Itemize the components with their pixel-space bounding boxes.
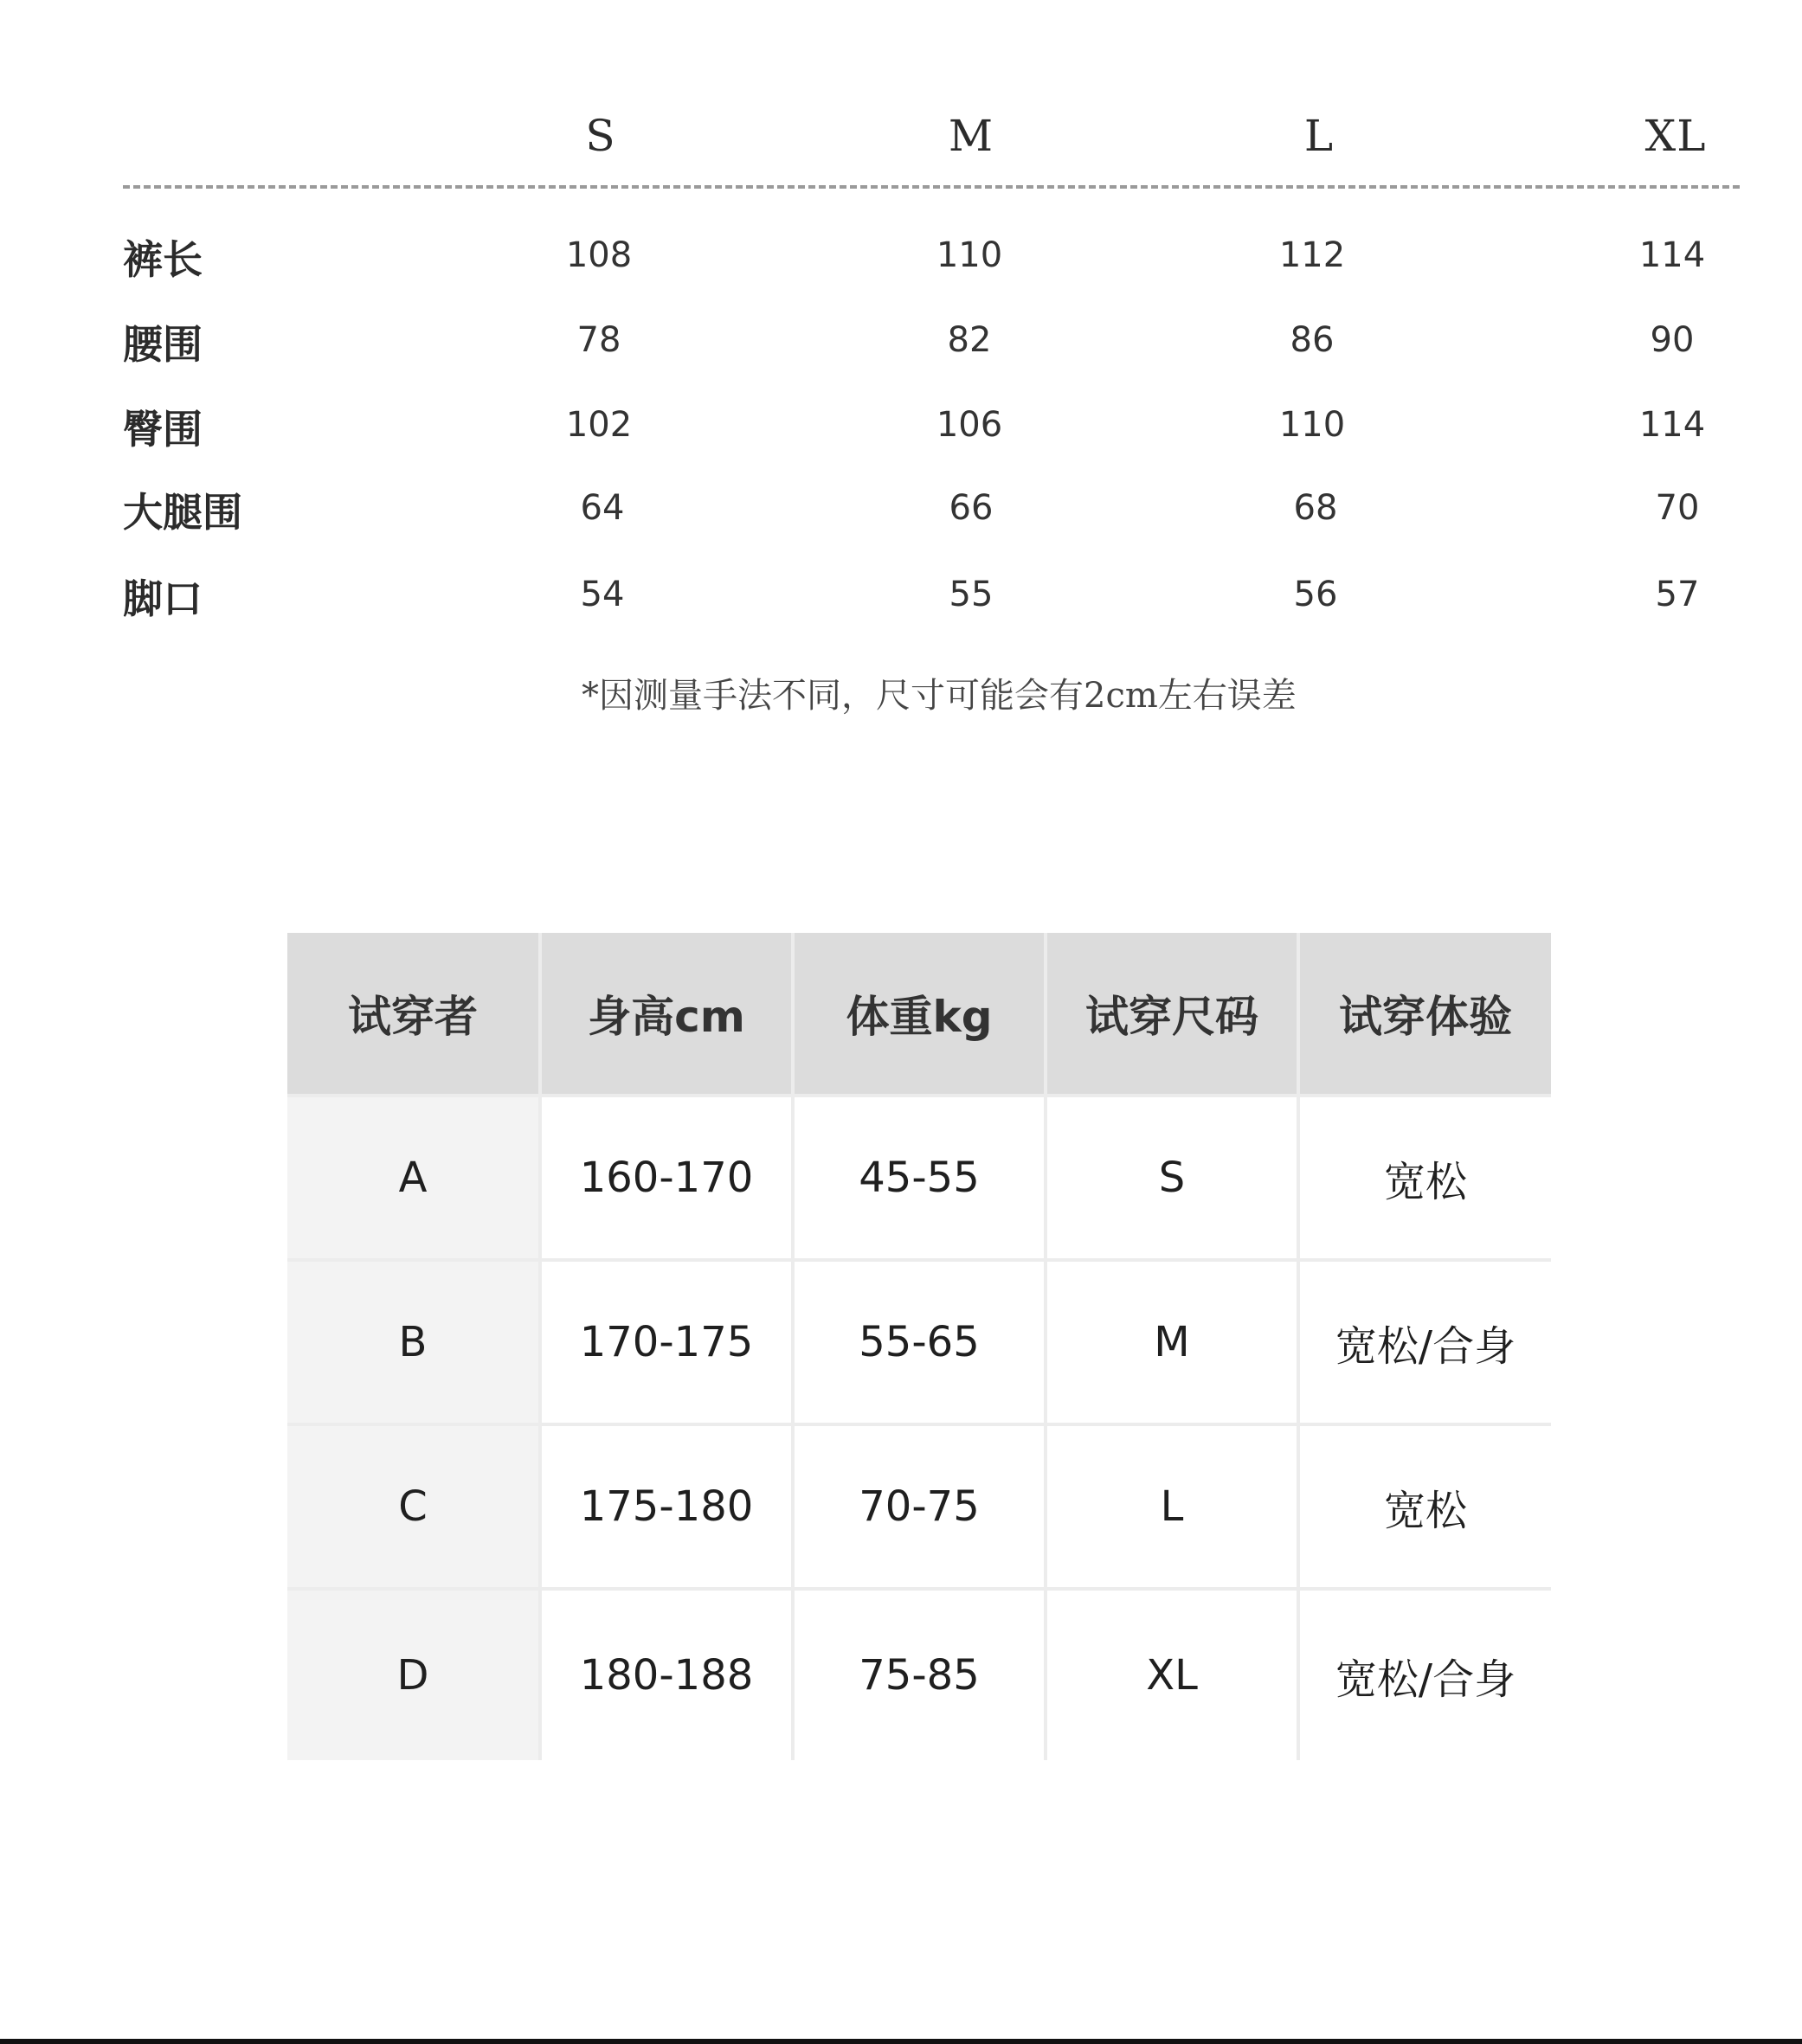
height-cell: 175-180: [542, 1426, 791, 1587]
tester-cell: A: [287, 1097, 538, 1258]
header-tester: 试穿者: [287, 933, 538, 1094]
size-header-xl: XL: [1644, 111, 1707, 161]
row-label-hem: 脚口: [123, 575, 203, 622]
size-cell: XL: [1047, 1591, 1297, 1760]
size-cell: M: [1047, 1262, 1297, 1423]
header-height: 身高cm: [542, 933, 791, 1094]
fit-cell: 宽松/合身: [1300, 1591, 1551, 1760]
measurement-note: *因测量手法不同，尺寸可能会有2cm左右误差: [582, 676, 1297, 716]
fit-table: [287, 933, 1551, 1760]
bottom-border-line: [0, 2039, 1802, 2044]
value-cell: 55: [949, 575, 994, 614]
fit-cell: 宽松/合身: [1300, 1262, 1551, 1423]
size-chart: [0, 0, 1802, 779]
weight-cell: 70-75: [795, 1426, 1044, 1587]
value-cell: 57: [1655, 575, 1700, 614]
row-label-thigh: 大腿围: [123, 489, 242, 536]
size-cell: L: [1047, 1426, 1297, 1587]
value-cell: 102: [565, 405, 633, 445]
weight-cell: 55-65: [795, 1262, 1044, 1423]
header-fit: 试穿体验: [1300, 933, 1551, 1094]
row-label-length: 裤长: [123, 236, 203, 283]
value-cell: 82: [947, 320, 992, 360]
header-size: 试穿尺码: [1047, 933, 1297, 1094]
header-weight: 体重kg: [795, 933, 1044, 1094]
fit-cell: 宽松: [1300, 1426, 1551, 1587]
value-cell: 112: [1278, 235, 1346, 275]
size-cell: S: [1047, 1097, 1297, 1258]
weight-cell: 45-55: [795, 1097, 1044, 1258]
value-cell: 110: [936, 235, 1003, 275]
value-cell: 114: [1638, 235, 1706, 275]
height-cell: 180-188: [542, 1591, 791, 1760]
value-cell: 70: [1655, 488, 1700, 528]
height-cell: 160-170: [542, 1097, 791, 1258]
value-cell: 106: [936, 405, 1003, 445]
tester-cell: C: [287, 1426, 538, 1587]
size-header-m: M: [948, 111, 994, 161]
tester-cell: D: [287, 1591, 538, 1760]
value-cell: 90: [1650, 320, 1695, 360]
value-cell: 114: [1638, 405, 1706, 445]
value-cell: 68: [1293, 488, 1338, 528]
value-cell: 78: [576, 320, 621, 360]
size-header-l: L: [1303, 111, 1335, 161]
size-header-s: S: [585, 111, 616, 161]
value-cell: 66: [949, 488, 994, 528]
value-cell: 56: [1293, 575, 1338, 614]
value-cell: 86: [1290, 320, 1335, 360]
row-label-waist: 腰围: [123, 321, 203, 368]
row-label-hip: 臀围: [123, 406, 203, 453]
dashed-divider: [123, 185, 1740, 189]
value-cell: 64: [580, 488, 625, 528]
value-cell: 54: [580, 575, 625, 614]
weight-cell: 75-85: [795, 1591, 1044, 1760]
value-cell: 110: [1278, 405, 1346, 445]
height-cell: 170-175: [542, 1262, 791, 1423]
value-cell: 108: [565, 235, 633, 275]
tester-cell: B: [287, 1262, 538, 1423]
fit-cell: 宽松: [1300, 1097, 1551, 1258]
